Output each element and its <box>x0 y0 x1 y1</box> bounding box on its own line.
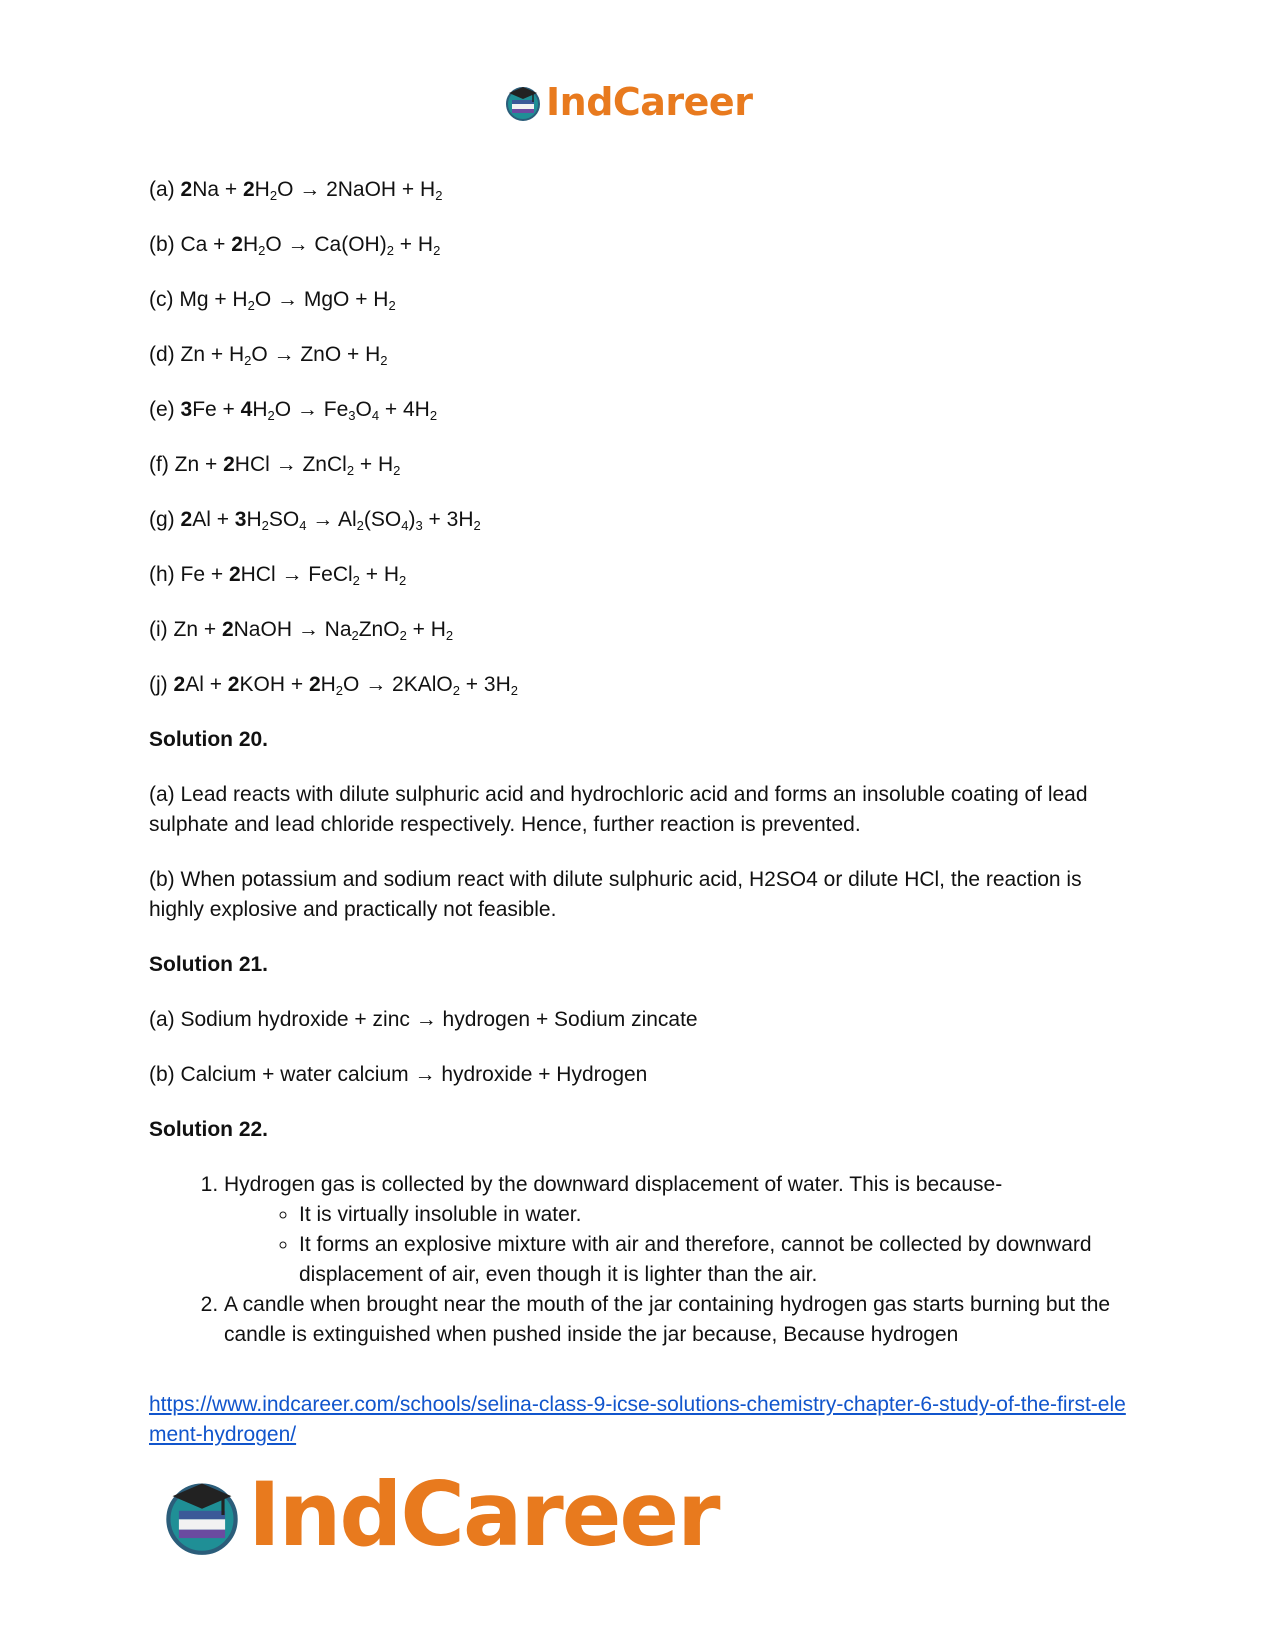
list-item <box>299 1200 1129 1230</box>
solution-21-heading: Solution 21. <box>149 953 269 976</box>
solution-20-part-a: (a) Lead reacts with dilute sulphuric acid and hydrochloric acid and forms an insoluble coating of lead sulphate and lead chloride respectively. Hence, further reaction is prevented. <box>149 783 1088 836</box>
footer-logo <box>160 1463 719 1566</box>
solution-22-list <box>149 1170 1129 1350</box>
solution-22-sublist <box>224 1200 1129 1290</box>
equation-b: (b) $Ca + 2H_2O \to Ca(OH)_2 + H_2$ <box>149 233 441 258</box>
source-link[interactable]: https://www.indcareer.com/schools/selina-class-9-icse-solutions-chemistry-chapter-6-study-of-the-first-element-hydrogen/ <box>149 1393 1126 1446</box>
list-item <box>299 1230 1129 1290</box>
solution-22-item-1-sub-1: It is virtually insoluble in water. <box>299 1203 582 1226</box>
solution-22-item-1-sub-2: It forms an explosive mixture with air and therefore, cannot be collected by downward displacement of air, even though it is lighter than the air. <box>299 1233 1092 1286</box>
graduation-globe-icon <box>160 1473 244 1557</box>
header-logo-text: IndCareer <box>546 80 753 124</box>
equation-a: (a) $2Na + 2H_2O$ → 2NaOH + $H_2$ <box>149 178 443 203</box>
list-item <box>224 1290 1129 1350</box>
equation-j: (j) $2Al + 2KOH + 2H_2O$ → 2KAlO$_2$ + $3H_2$ <box>149 673 518 698</box>
equation-i: (i) Zn + 2NaOH → $Na_2ZnO_2 + H_2$ <box>149 618 454 643</box>
footer-logo-text: IndCareer <box>248 1463 719 1566</box>
header-logo <box>503 80 752 124</box>
solution-20-heading: Solution 20. <box>149 728 269 751</box>
list-item <box>224 1170 1129 1290</box>
equation-d: (d) $Zn + H_2O$ → ZnO + $H_2$ <box>149 343 388 368</box>
solution-21-part-b: (b) Calcium + water calcium → hydroxide + Hydrogen <box>149 1063 648 1086</box>
solution-21-part-a: (a) Sodium hydroxide + zinc → hydrogen + Sodium zincate <box>149 1008 698 1031</box>
equation-list <box>149 175 1129 700</box>
equation-h: (h) Fe + 2HCl → FeCl$_2$ + $H_2$ <box>149 563 407 588</box>
equation-f: (f) Zn + 2HCl → ZnCl$_2$ + $H_2$ <box>149 453 401 478</box>
solution-22-heading: Solution 22. <box>149 1118 269 1141</box>
equation-e: (e) $3Fe + 4H_2O \to Fe_3O_4 + 4H_2$ <box>149 398 438 423</box>
equation-c: (c) $Mg + H_2O$ → MgO + $H_2$ <box>149 288 396 313</box>
document-body <box>149 175 1129 1350</box>
solution-22-item-2: A candle when brought near the mouth of the jar containing hydrogen gas starts burning but the candle is extinguished when pushed inside the jar because, Because hydrogen <box>224 1293 1111 1346</box>
solution-22-item-1: Hydrogen gas is collected by the downward displacement of water. This is because- <box>224 1173 1003 1196</box>
equation-g: (g) $2Al + 3H_2SO_4 \to Al_2(SO_4)_3 + 3H_2$ <box>149 508 481 533</box>
graduation-globe-icon <box>503 82 543 122</box>
solution-20-part-b: (b) When potassium and sodium react with dilute sulphuric acid, H2SO4 or dilute HCl, the reaction is highly explosive and practically not feasible. <box>149 868 1082 921</box>
